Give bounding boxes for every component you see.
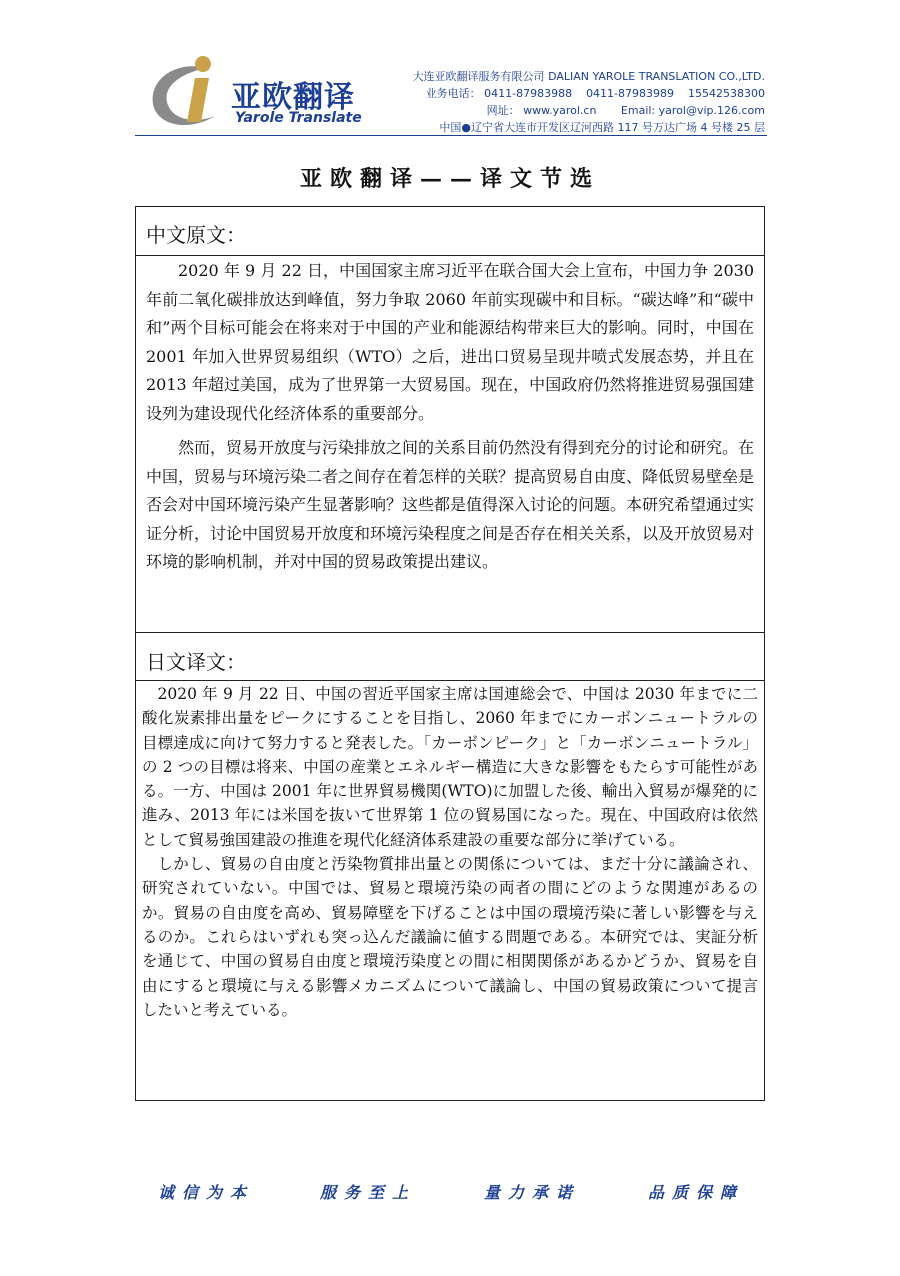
phone-2[interactable]: 0411-87983989 [586,87,675,100]
company-name-line [413,68,765,85]
excerpt-table [135,206,765,1101]
source-paragraph: 2020 年 9 月 22 日，中国国家主席习近平在联合国大会上宣布，中国力争 2030 年前二氧化碳排放达到峰值，努力争取 2060 年前实现碳中和目标。“碳达峰”和“碳中和”两个目标可能会在将来对于中国的产业和能源结构带来巨大的影响。同时，中国在 2001 年加入世界贸易组织（WTO）之后，进出口贸易呈现井喷式发展态势，并且在 2013 年超过美国，成为了世界第一大贸易国。现在，中国政府仍然将推进贸易强国建设列为建设现代化经济体系的重要部分。 [146,261,754,423]
section-divider [136,632,764,633]
website-link[interactable]: www.yarol.cn [523,104,597,117]
slogan-integrity: 诚信为本 [158,1183,255,1202]
company-name-cn: 大连亚欧翻译服务有限公司 [412,70,545,83]
email-link[interactable]: yarol@vip.126.com [658,104,765,117]
letterhead [135,40,767,136]
source-text [146,257,754,583]
source-heading-divider [136,255,764,256]
translation-heading: 日文译文： [146,650,246,674]
translation-paragraph: しかし、貿易の自由度と汚染物質排出量との関係については、まだ十分に議論され、研究されていない。中国では、貿易と環境汚染の両者の間にどのような関連があるのか。貿易の自由度を高め、貿易障壁を下げることは中国の環境汚染に著しい影響を与えるのか。これらはいずれも突っ込んだ議論に値する問題である。本研究では、実証分析を通じて、中国の貿易自由度と環境汚染度との間に相関関係があるかどうか、貿易を自由にすると環境に与える影響メカニズムについて議論し、中国の貿易政策について提言したいと考えている。 [142,855,758,1019]
phone-label: 业务电话： [425,87,481,100]
phone-1[interactable]: 0411-87983988 [484,87,573,100]
company-logo [145,50,365,132]
web-email-line [413,102,765,119]
header-divider [135,135,767,136]
slogan-service: 服务至上 [320,1183,417,1202]
address-line: 中国●辽宁省大连市开发区辽河西路 117 号万达广场 4 号楼 25 层 [439,121,765,134]
phone-line [413,85,765,102]
slogan-commitment: 量力承诺 [484,1183,581,1202]
email-label: Email: [620,104,656,117]
translation-text [142,682,758,1022]
page-title: 亚欧翻译——译文节选 [299,166,600,192]
translation-paragraph: 2020 年 9 月 22 日、中国の習近平国家主席は国連総会で、中国は 2030 年までに二酸化炭素排出量をピークにすることを目指し、2060 年までにカーボンニュートラルの目標達成に向けて努力すると発表した。「カーボンピーク」と「カーボンニュートラル」の 2 つの目標は将来、中国の産業とエネルギー構造に大きな影響をもたらす可能性がある。一方、中国は 2001 年に世界貿易機関(WTO)に加盟した後、輸出入貿易が爆発的に進み、2013 年には米国を抜いて世界第 1 位の貿易国になった。現在、中国政府は依然として貿易強国建設の推進を現代化経済体系建設の重要な部分に挙げている。 [142,685,758,849]
logo-english-name: Yarole Translate [235,110,362,126]
slogan-quality: 品质保障 [648,1183,745,1202]
source-paragraph: 然而，贸易开放度与污染排放之间的关系目前仍然没有得到充分的讨论和研究。在中国，贸易与环境污染二者之间存在着怎样的关联？提高贸易自由度、降低贸易壁垒是否会对中国环境污染产生显著影响？这些都是值得深入讨论的问题。本研究希望通过实证分析，讨论中国贸易开放度和环境污染程度之间是否存在相关关系，以及开放贸易对环境的影响机制，并对中国的贸易政策提出建议。 [146,438,755,571]
translation-heading-divider [136,680,764,681]
web-label: 网址： [486,104,520,117]
phone-3[interactable]: 15542538300 [688,87,765,100]
logo-chinese-name: 亚欧翻译 [231,80,355,115]
source-heading: 中文原文： [146,223,246,247]
logo-mark-icon [145,50,235,132]
company-name-en: DALIAN YAROLE TRANSLATION CO.,LTD. [548,70,765,83]
company-info [413,68,765,136]
